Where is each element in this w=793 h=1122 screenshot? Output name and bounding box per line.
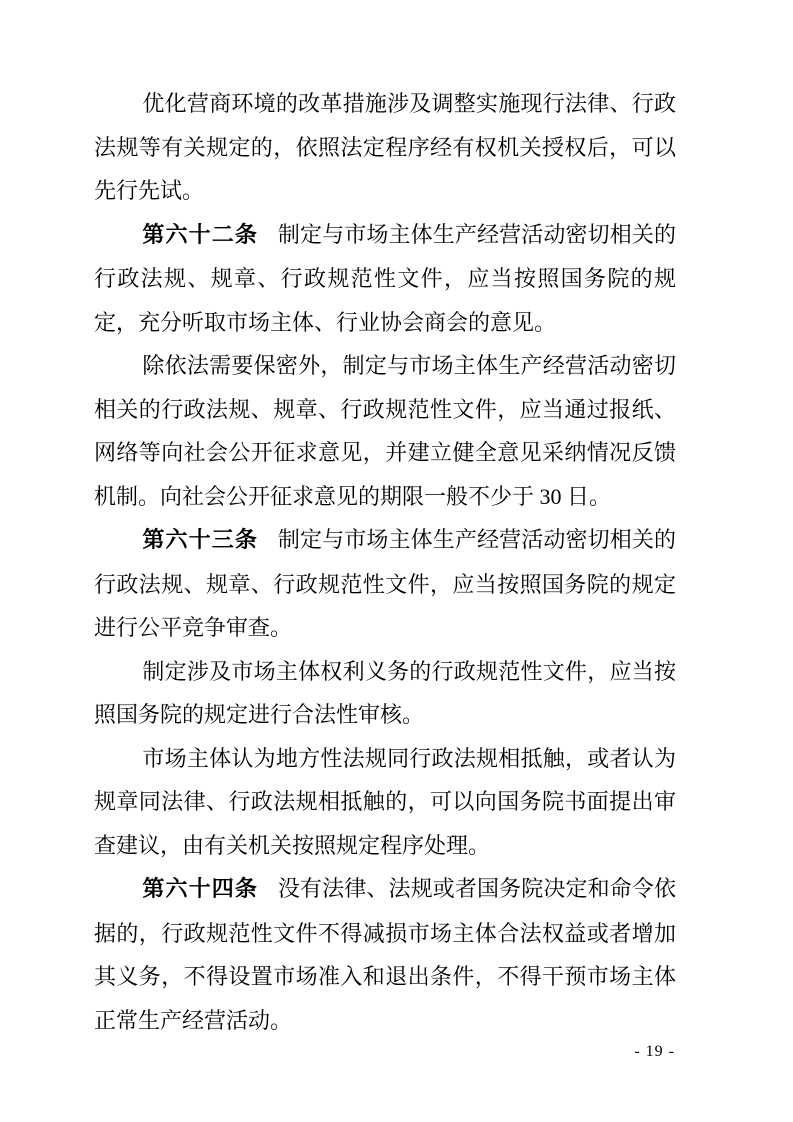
page-number: - 19 - — [634, 1043, 675, 1060]
paragraph-text: 除依法需要保密外，制定与市场主体生产经营活动密切相关的行政法规、规章、行政规范性文件，应当通过报纸、网络等向社会公开征求意见，并建立健全意见采纳情况反馈机制。向社会公开征求意见的期限一般不少于 30 日。 — [94, 353, 676, 509]
paragraph-text: 市场主体认为地方性法规同行政法规相抵触，或者认为规章同法律、行政法规相抵触的，可以向国务院书面提出审查建议，由有关机关按照规定程序处理。 — [94, 745, 676, 858]
article-number: 第六十三条 — [142, 528, 259, 553]
article-number: 第六十四条 — [142, 877, 259, 902]
paragraph-text: 优化营商环境的改革措施涉及调整实施现行法律、行政法规等有关规定的，依照法定程序经有权机关授权后，可以先行先试。 — [94, 91, 676, 203]
body-paragraph — [94, 344, 676, 518]
article-paragraph — [94, 213, 676, 345]
article-paragraph — [94, 518, 676, 650]
article-paragraph — [94, 867, 676, 1042]
paragraph-text: 制定与市场主体生产经营活动密切相关的行政法规、规章、行政规范性文件，应当按照国务院的规定，充分听取市场主体、行业协会商会的意见。 — [94, 221, 676, 335]
paragraph-text: 制定与市场主体生产经营活动密切相关的行政法规、规章、行政规范性文件，应当按照国务院的规定进行公平竞争审查。 — [94, 527, 676, 640]
paragraph-text: 制定涉及市场主体权利义务的行政规范性文件，应当按照国务院的规定进行合法性审核。 — [94, 658, 676, 727]
document-body — [94, 82, 676, 1042]
article-number: 第六十二条 — [142, 222, 259, 248]
body-paragraph — [94, 650, 676, 737]
body-paragraph — [94, 737, 676, 868]
paragraph-text: 没有法律、法规或者国务院决定和命令依据的，行政规范性文件不得减损市场主体合法权益或者增加其义务，不得设置市场准入和退出条件，不得干预市场主体正常生产经营活动。 — [94, 876, 676, 1033]
body-paragraph — [94, 82, 676, 213]
